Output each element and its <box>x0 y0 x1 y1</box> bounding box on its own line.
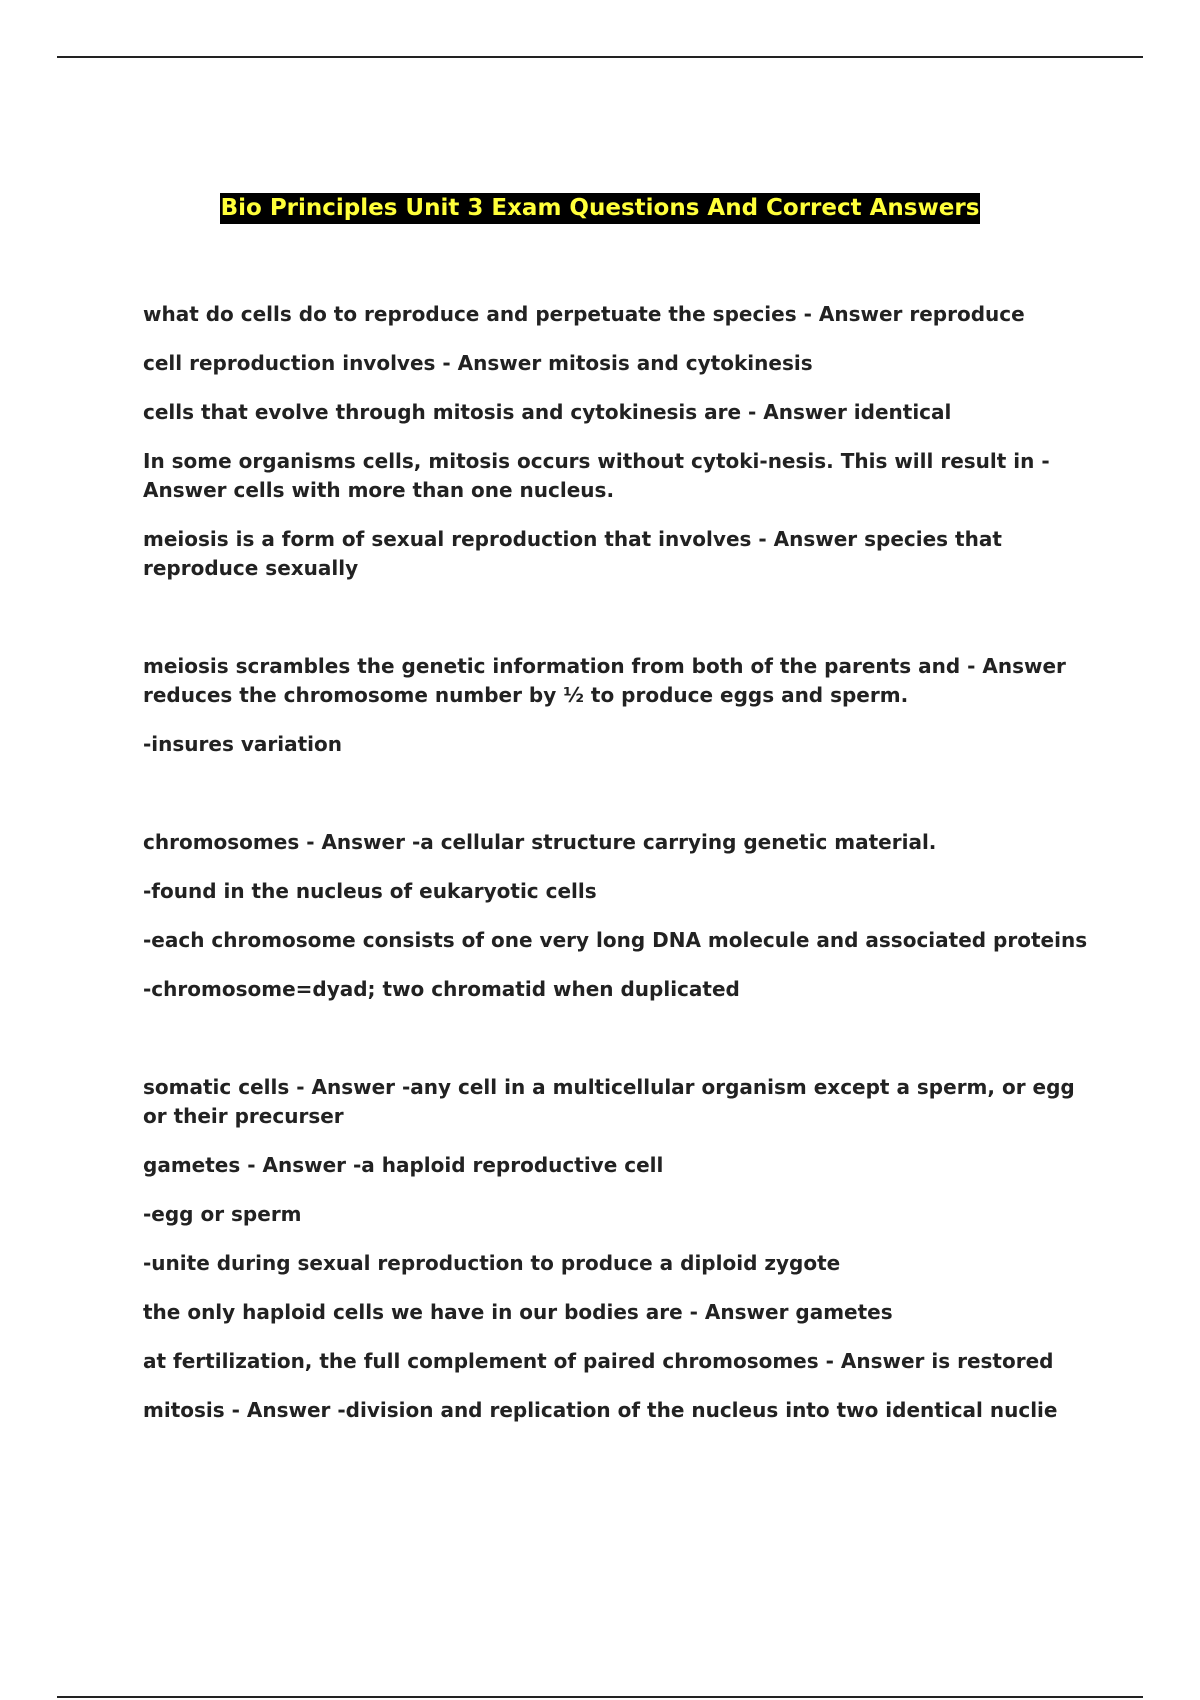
qa-paragraph: -found in the nucleus of eukaryotic cells <box>143 879 597 903</box>
qa-paragraph: gametes - Answer -a haploid reproductive cell <box>143 1153 664 1177</box>
qa-paragraph: -egg or sperm <box>143 1202 302 1226</box>
bottom-rule <box>57 1696 1143 1698</box>
qa-paragraph: at fertilization, the full complement of paired chromosomes - Answer is restored <box>143 1349 1054 1373</box>
qa-paragraph: -chromosome=dyad; two chromatid when duplicated <box>143 977 740 1001</box>
qa-paragraph: chromosomes - Answer -a cellular structure carrying genetic material. <box>143 830 937 854</box>
title-container <box>0 193 1200 224</box>
qa-paragraph: -each chromosome consists of one very long DNA molecule and associated proteins <box>143 928 1088 952</box>
qa-paragraph: the only haploid cells we have in our bodies are - Answer gametes <box>143 1300 893 1324</box>
top-rule <box>57 56 1143 58</box>
qa-paragraph: cells that evolve through mitosis and cytokinesis are - Answer identical <box>143 400 952 424</box>
qa-paragraph: In some organisms cells, mitosis occurs without cytoki-nesis. This will result in - Answer cells with more than one nucleus. <box>143 449 1050 502</box>
qa-paragraph: cell reproduction involves - Answer mitosis and cytokinesis <box>143 351 813 375</box>
qa-paragraph: -unite during sexual reproduction to produce a diploid zygote <box>143 1251 841 1275</box>
document-body <box>143 300 1093 1445</box>
qa-paragraph: mitosis - Answer -division and replication of the nucleus into two identical nuclie <box>143 1398 1058 1422</box>
document-title: Bio Principles Unit 3 Exam Questions And Correct Answers <box>220 193 981 224</box>
qa-paragraph: what do cells do to reproduce and perpetuate the species - Answer reproduce <box>143 302 1025 326</box>
qa-paragraph: meiosis scrambles the genetic information from both of the parents and - Answer reduces the chromosome number by ½ to produce eggs and sperm. <box>143 654 1066 707</box>
qa-paragraph: -insures variation <box>143 732 342 756</box>
qa-paragraph: somatic cells - Answer -any cell in a multicellular organism except a sperm, or egg or their precurser <box>143 1075 1075 1128</box>
qa-paragraph: meiosis is a form of sexual reproduction that involves - Answer species that reproduce sexually <box>143 527 1002 580</box>
